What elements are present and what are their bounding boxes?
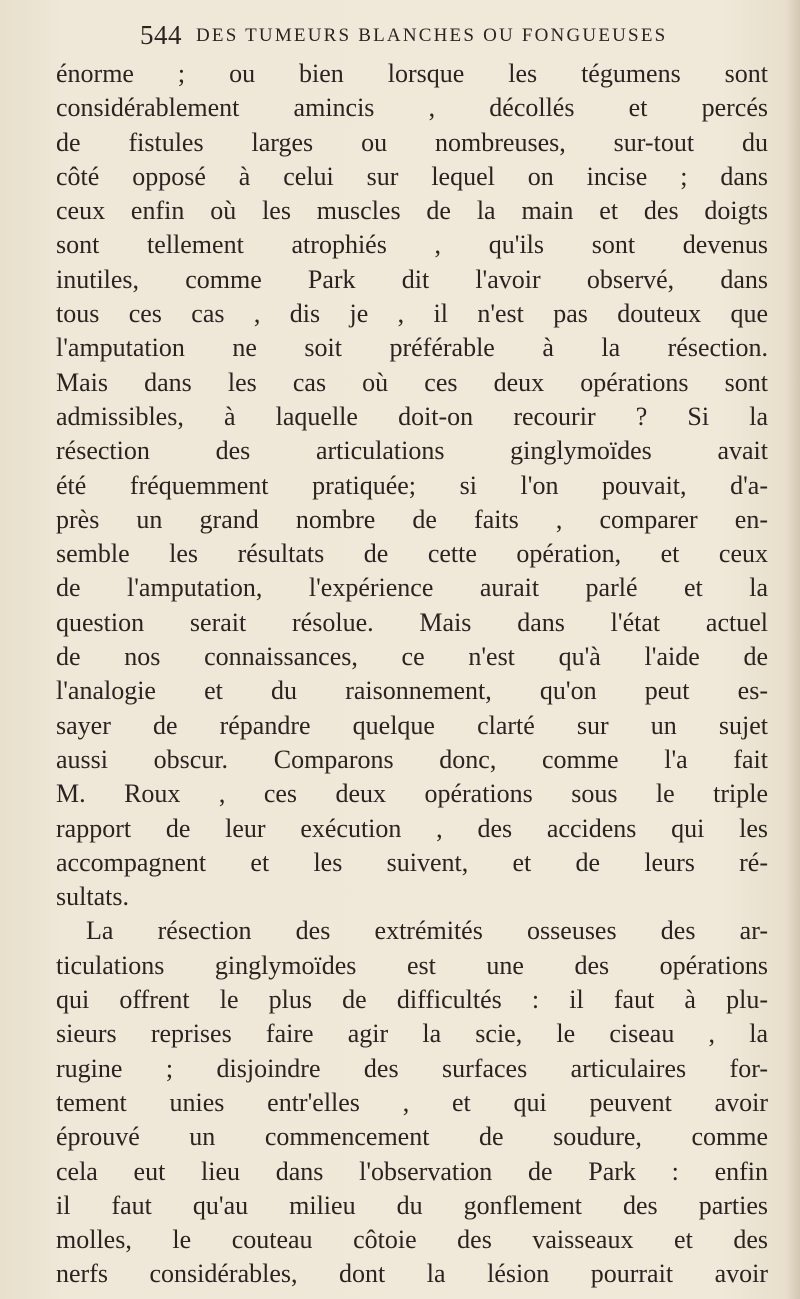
text-line: La résection des extrémités osseuses des ar- [86, 916, 768, 946]
text-line: sayer de répandre quelque clarté sur un sujet [56, 710, 768, 740]
text-line: tement unies entr'elles , et qui peuvent avoir [56, 1087, 768, 1117]
text-line: nerfs considérables, dont la lésion pourrait avoir [56, 1259, 768, 1289]
text-line: question serait résolue. Mais dans l'état actuel [56, 607, 768, 637]
text-line: inutiles, comme Park dit l'avoir observé, dans [56, 264, 768, 294]
text-line: résection des articulations ginglymoïdes avait [56, 436, 768, 466]
text-line: molles, le couteau côtoie des vaisseaux et des [56, 1225, 768, 1255]
text-line: tous ces cas , dis je , il n'est pas douteux que [56, 299, 768, 329]
text-line: de l'amputation, l'expérience aurait parlé et la [56, 573, 768, 603]
text-line: été fréquemment pratiquée; si l'on pouvait, d'a- [56, 470, 768, 500]
text-line: il faut qu'au milieu du gonflement des parties [56, 1190, 768, 1220]
text-line: Mais dans les cas où ces deux opérations sont [56, 367, 768, 397]
text-line: aussi obscur. Comparons donc, comme l'a fait [56, 744, 768, 774]
text-line: sieurs reprises faire agir la scie, le ciseau , la [56, 1019, 768, 1049]
text-line: admissibles, à laquelle doit-on recourir ? Si la [56, 401, 768, 431]
page-edge-shadow [786, 0, 800, 1299]
page-header [140, 18, 780, 54]
text-line: rapport de leur exécution , des accidens qui les [56, 813, 768, 843]
body-text [56, 57, 768, 1292]
text-line: de fistules larges ou nombreuses, sur-tout du [56, 127, 768, 157]
text-line: de nos connaissances, ce n'est qu'à l'aide de [56, 642, 768, 672]
text-line: éprouvé un commencement de soudure, comme [56, 1122, 768, 1152]
text-line: accompagnent et les suivent, et de leurs ré- [56, 847, 768, 877]
text-line: qui offrent le plus de difficultés : il faut à plu- [56, 985, 768, 1015]
text-line: semble les résultats de cette opération, et ceux [56, 539, 768, 569]
text-line: sont tellement atrophiés , qu'ils sont devenus [56, 230, 768, 260]
text-line: M. Roux , ces deux opérations sous le triple [56, 779, 768, 809]
text-line: cela eut lieu dans l'observation de Park : enfin [56, 1156, 768, 1186]
text-line: ceux enfin où les muscles de la main et des doigts [56, 196, 768, 226]
text-line: l'analogie et du raisonnement, qu'on peut es- [56, 676, 768, 706]
running-title: DES TUMEURS BLANCHES OU FONGUEUSES [196, 25, 668, 46]
text-line: côté opposé à celui sur lequel on incise ; dans [56, 161, 768, 191]
text-line: l'amputation ne soit préférable à la résection. [56, 333, 768, 363]
text-line: ticulations ginglymoïdes est une des opérations [56, 950, 768, 980]
text-line: rugine ; disjoindre des surfaces articulaires for- [56, 1053, 768, 1083]
text-line: considérablement amincis , décollés et percés [56, 93, 768, 123]
text-line: sultats. [56, 882, 129, 912]
text-line: près un grand nombre de faits , comparer en- [56, 504, 768, 534]
page-number: 544 [140, 20, 182, 50]
text-line: énorme ; ou bien lorsque les tégumens sont [56, 59, 768, 88]
